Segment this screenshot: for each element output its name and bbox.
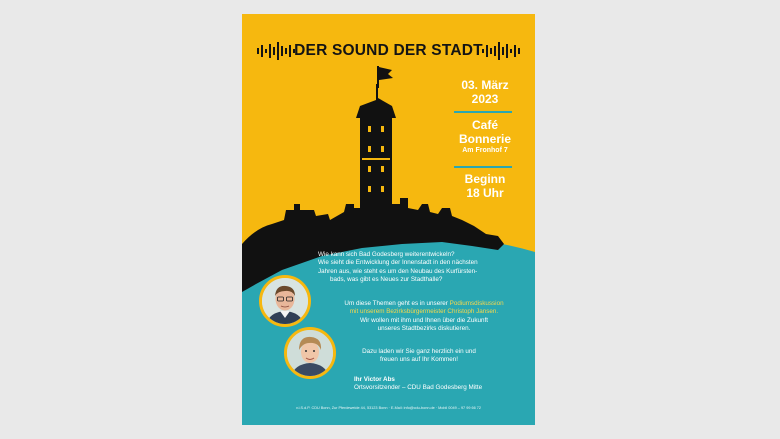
avatar-victor-abs xyxy=(284,327,336,379)
start-time: 18 Uhr xyxy=(466,186,504,200)
divider xyxy=(454,111,512,113)
venue-line-2: Bonnerie xyxy=(458,132,511,146)
footer-imprint: v.i.S.d.P. CDU Bonn, Zur Pferdeweide 44, 53123 Bonn · E-Mail: info@cdu-bonn.de · Mobil 0049 – 97 99 66 72 xyxy=(295,406,482,410)
invite-text: Dazu laden wir Sie ganz herzlich ein und freuen uns auf Ihr Kommen! xyxy=(362,348,476,364)
venue-line-1: Café xyxy=(471,118,498,132)
event-poster xyxy=(242,14,535,425)
divider xyxy=(454,166,512,168)
intro-text: Wie kann sich Bad Godesberg weiterentwickeln? Wie sieht die Entwicklung der Innenstadt in den nächsten Jahren aus, wie steht es um den Neubau des Kurfürsten- bads, was gibt es Neues zur Stadthalle? xyxy=(318,251,478,283)
topics-text: Um diese Themen geht es in unserer Podiumsdiskussion mit unserem Bezirksbürgermeister Christoph Jansen. Wir wollen mit ihm und Ihnen über die Zukunft unseres Stadtbezirks diskutieren. xyxy=(344,300,504,332)
signature xyxy=(354,376,534,393)
event-date: 03. März xyxy=(461,78,509,92)
poster-title: DER SOUND DER STADT xyxy=(294,42,483,59)
event-year: 2023 xyxy=(471,92,499,106)
avatar-christoph-jansen xyxy=(259,275,311,327)
signature-name: Ihr Victor Abs xyxy=(354,376,395,383)
venue-address: Am Fronhof 7 xyxy=(462,147,508,154)
start-label: Beginn xyxy=(464,172,506,186)
signature-role: Ortsvorsitzender – CDU Bad Godesberg Mitte xyxy=(354,384,483,392)
